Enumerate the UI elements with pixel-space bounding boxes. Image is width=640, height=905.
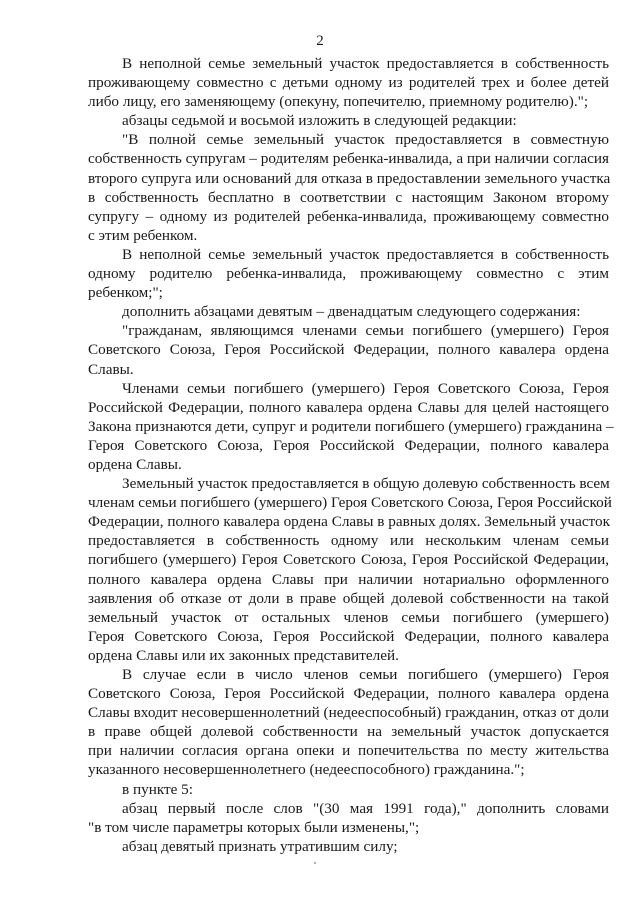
page-number: 2 [316, 33, 324, 49]
text-line: предоставляется в собственность одному или нескольким членам семьи [88, 532, 609, 550]
paragraph [88, 780, 609, 799]
text-line: "В полной семье земельный участок предоставляется в совместную [122, 131, 609, 149]
scan-speck [314, 862, 316, 864]
text-line: Героя Советского Союза, Героя Российской Федерации, полного кавалера [88, 436, 609, 454]
text-line: Российской Федерации, полного кавалера ордена Славы для целей настоящего [88, 398, 609, 416]
text-line: земельный участок от остальных членов семьи погибшего (умершего) [88, 608, 609, 626]
text-line: Советского Союза, Героя Российской Федерации, полного кавалера ордена [88, 685, 609, 703]
text-line: ребенком;"; [88, 284, 163, 302]
text-line: второго супруга или оснований для отказа в предоставлении земельного участка [88, 169, 611, 187]
text-line: Советского Союза, Героя Российской Федерации, полного кавалера ордена [88, 341, 609, 359]
text-line: Федерации, полного кавалера ордена Славы в равных долях. Земельный участок [88, 513, 610, 531]
text-line: супругу – одному из родителей ребенка-инвалида, проживающему совместно [88, 207, 609, 225]
text-line: "гражданам, являющимся членами семьи погибшего (умершего) Героя [122, 322, 609, 340]
text-line: Славы. [88, 360, 134, 378]
text-line: абзац девятый признать утратившим силу; [122, 837, 398, 855]
paragraph [88, 302, 609, 321]
document-body [88, 54, 614, 856]
text-line: ордена Славы. [88, 455, 182, 473]
paragraph [88, 245, 609, 302]
paragraph [88, 799, 609, 837]
text-line: дополнить абзацами девятым – двенадцатым следующего содержания: [122, 303, 581, 321]
text-line: В неполной семье земельный участок предоставляется в собственность [122, 245, 609, 263]
text-line: полного кавалера ордена Славы при наличии нотариально оформленного [88, 570, 609, 588]
text-line: ордена Славы или их законных представителей. [88, 646, 399, 664]
text-line: Закона признаются дети, супруг и родители погибшего (умершего) гражданина – [88, 417, 614, 435]
text-line: Героя Советского Союза, Героя Российской Федерации, полного кавалера [88, 627, 609, 645]
paragraph [88, 837, 609, 856]
paragraph [88, 665, 609, 780]
text-line: абзац первый после слов "(30 мая 1991 года)," дополнить словами [122, 799, 609, 817]
text-line: Славы входит несовершеннолетний (недееспособный) гражданин, отказ от доли [88, 704, 609, 722]
paragraph [88, 111, 609, 130]
text-line: при наличии согласия органа опеки и попечительства по месту жительства [88, 742, 609, 760]
text-line: одному родителю ребенка-инвалида, проживающему совместно с этим [88, 265, 609, 283]
paragraph [88, 379, 614, 474]
text-line: указанного несовершеннолетнего (недееспособного) гражданина."; [88, 761, 525, 779]
text-line: Членами семьи погибшего (умершего) Героя Советского Союза, Героя [122, 379, 609, 397]
text-line: В неполной семье земельный участок предоставляется в собственность [122, 55, 609, 72]
text-line: погибшего (умершего) Героя Советского Союза, Героя Российской Федерации, [88, 551, 609, 569]
text-line: Земельный участок предоставляется в общую долевую собственность всем [122, 475, 610, 493]
text-line: абзацы седьмой и восьмой изложить в следующей редакции: [122, 112, 517, 130]
paragraph [88, 54, 609, 111]
text-line: В случае если в число членов семьи погибшего (умершего) Героя [122, 666, 609, 683]
text-line: с этим ребенком. [88, 226, 198, 244]
text-line: собственность супругам – родителям ребенка-инвалида, а при наличии согласия [88, 150, 609, 168]
text-line: в праве общей долевой собственности на земельный участок допускается [88, 723, 609, 741]
paragraph [88, 321, 609, 378]
text-line: членам семьи погибшего (умершего) Героя Советского Союза, Героя Российской [88, 494, 612, 512]
paragraph [88, 130, 609, 245]
paragraph [88, 474, 612, 665]
text-line: заявления об отказе от доли в праве общей долевой собственности на такой [88, 589, 609, 607]
text-line: проживающему совместно с детьми одному из родителей трех и более детей [88, 74, 609, 92]
text-line: в пункте 5: [122, 780, 193, 798]
text-line: либо лицу, его заменяющему (опекуну, попечителю, приемному родителю)."; [88, 93, 589, 111]
text-line: "в том числе параметры которых были изменены,"; [88, 818, 420, 836]
text-line: в собственность бесплатно в соответствии с настоящим Законом второму [88, 188, 609, 206]
